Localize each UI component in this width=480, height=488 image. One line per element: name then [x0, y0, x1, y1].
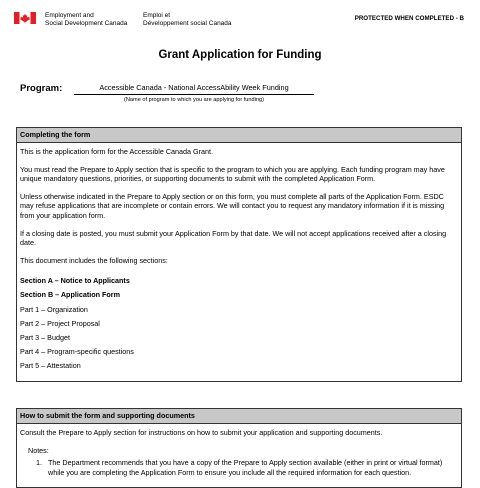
section-body: [17, 428, 461, 477]
paragraph: This is the application form for the Accessible Canada Grant.: [20, 147, 213, 156]
paragraph: This document includes the following sections:: [20, 255, 168, 265]
note-text: The Department recommends that you have a copy of the Prepare to Apply section available (either in print or virtual format) while you are completing the Application Form to ensure you include all the required information for each question.: [48, 458, 443, 477]
completing-form-section: [16, 127, 462, 382]
program-field-note: (Name of program to which you are applying for funding): [124, 97, 264, 103]
list-item: Part 3 – Budget: [20, 332, 70, 342]
paragraph: Unless otherwise indicated in the Prepare to Apply section or on this form, you must complete all parts of the Application Form. ESDC may refuse applications that are incomplete or contain errors. We will contact you to request any mandatory information if it is missing from your application form.: [20, 191, 445, 220]
dept-fr-line-1: Emploi et: [143, 12, 171, 19]
dept-en-line-1: Employment and: [45, 12, 94, 19]
protected-label: PROTECTED WHEN COMPLETED - B: [354, 15, 464, 22]
list-item: Part 4 – Program-specific questions: [20, 346, 134, 356]
notes-label: Notes:: [28, 445, 49, 455]
list-item: Section A – Notice to Applicants: [20, 276, 130, 286]
canada-flag-icon: [14, 12, 36, 24]
paragraph: If a closing date is posted, you must submit your Application Form by that date. We will not accept applications received after a closing date.: [20, 228, 447, 248]
page-title: Grant Application for Funding: [158, 49, 322, 61]
list-item: Part 1 – Organization: [20, 304, 88, 314]
list-item: Part 5 – Attestation: [20, 360, 81, 370]
section-body: [17, 147, 461, 371]
page-header: [0, 0, 480, 30]
department-name-english: [45, 12, 127, 28]
dept-fr-line-2: Développement social Canada: [143, 20, 232, 27]
list-item: Part 2 – Project Proposal: [20, 318, 100, 328]
paragraph: You must read the Prepare to Apply section that is specific to the program to which you are applying. Each funding program may have unique mandatory questions, priorities, or supporting documents to submit with the completed Application Form.: [20, 164, 445, 184]
note-item: [36, 458, 458, 477]
paragraph: Consult the Prepare to Apply section for instructions on how to submit your application and supporting documents.: [20, 428, 383, 437]
list-item: Section B – Application Form: [20, 290, 120, 300]
program-label: Program:: [20, 83, 63, 94]
section-heading: Completing the form: [17, 128, 461, 143]
submit-form-section: [16, 408, 462, 488]
note-number: 1.: [36, 458, 42, 468]
program-field[interactable]: Accessible Canada - National AccessAbility Week Funding: [74, 83, 314, 95]
department-name-french: [143, 12, 232, 28]
section-heading: How to submit the form and supporting documents: [17, 409, 461, 424]
dept-en-line-2: Social Development Canada: [45, 20, 128, 27]
